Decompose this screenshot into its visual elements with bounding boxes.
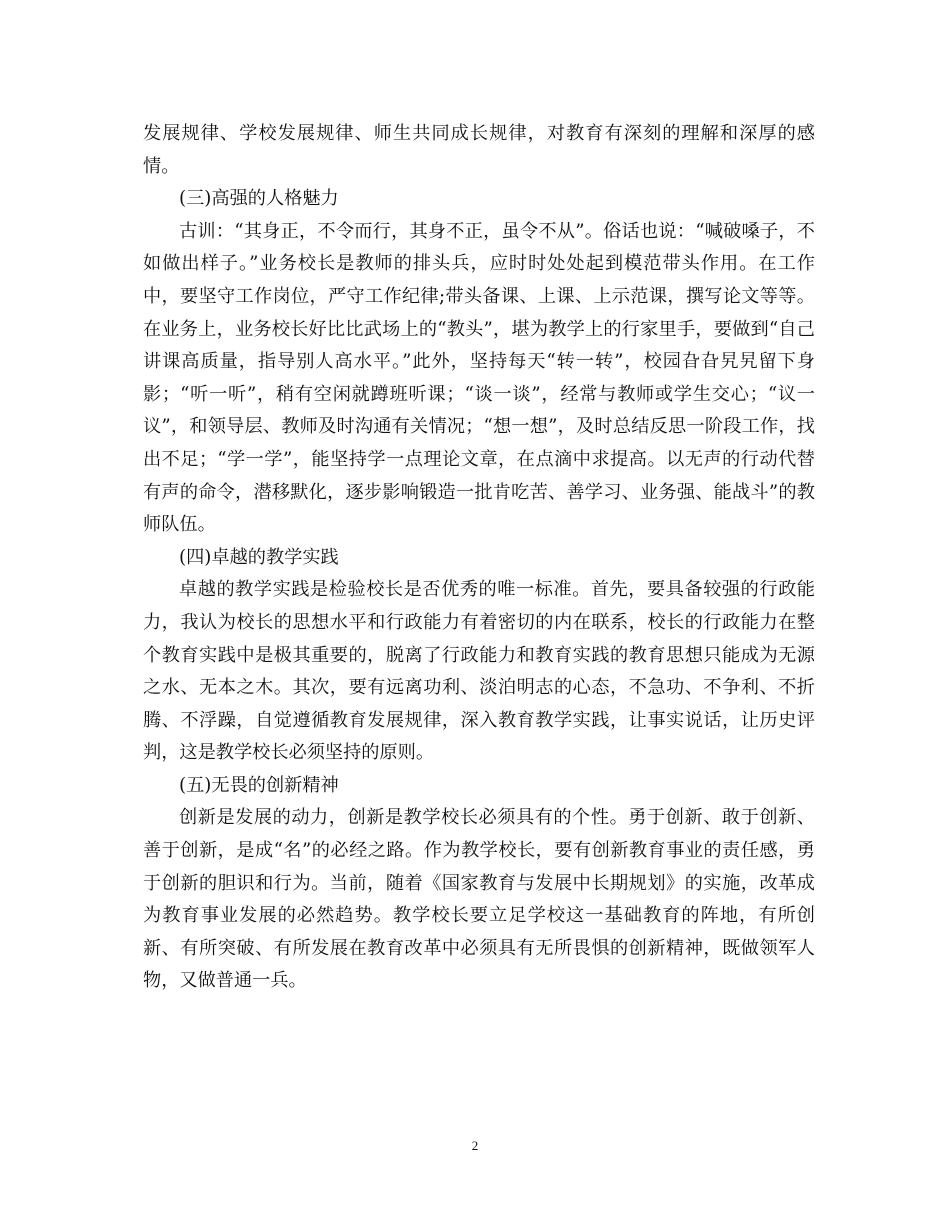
paragraph-intro-continuation: 发展规律、学校发展规律、师生共同成长规律，对教育有深刻的理解和深厚的感情。 — [143, 123, 815, 177]
paragraph-innovation-spirit: 创新是发展的动力，创新是教学校长必须具有的个性。勇于创新、敢于创新、善于创新，是成“名”的必经之路。作为教学校长，要有创新教育事业的责任感，勇于创新的胆识和行为。当前，随着《国家教育与发展中长期规划》的实施，改革成为教育事业发展的必然趋势。教学校长要立足学校这一基础教育的阵地，有所创新、有所突破、有所发展在教育改革中必须具有无所畏惧的创新精神，既做领军人物，又做普通一兵。 — [143, 807, 815, 992]
section-heading-5: (五)无畏的创新精神 — [179, 774, 339, 796]
paragraph-teaching-practice: 卓越的教学实践是检验校长是否优秀的唯一标准。首先，要具备较强的行政能力，我认为校长的思想水平和行政能力有着密切的内在联系，校长的行政能力在整个教育实践中是极其重要的，脱离了行政能力和教育实践的教育思想只能成为无源之水、无本之木。其次，要有远离功利、淡泊明志的心态，不急功、不争利、不折腾、不浮躁，自觉遵循教育发展规律，深入教育教学实践，让事实说话，让历史评判，这是教学校长必须坚持的原则。 — [143, 579, 815, 764]
section-heading-4: (四)卓越的教学实践 — [179, 546, 339, 568]
page-number: 2 — [471, 1138, 479, 1153]
section-heading-3: (三)高强的人格魅力 — [179, 188, 339, 210]
document-body — [143, 118, 815, 998]
paragraph-personal-charisma: 古训：“其身正，不令而行，其身不正，虽令不从”。俗话也说：“喊破嗓子，不如做出样子。”业务校长是教师的排头兵，应时时处处起到模范带头作用。在工作中，要坚守工作岗位，严守工作纪律;带头备课、上课、上示范课，撰写论文等等。在业务上，业务校长好比比武场上的“教头”，堪为教学上的行家里手，要做到“自己讲课高质量，指导别人高水平。”此外，坚持每天“转一转”，校园旮旮旯旯留下身影；“听一听”，稍有空闲就蹲班听课；“谈一谈”，经常与教师或学生交心；“议一议”，和领导层、教师及时沟通有关情况；“想一想”，及时总结反思一阶段工作，找出不足；“学一学”，能坚持学一点理论文章，在点滴中求提高。以无声的行动代替有声的命令，潜移默化，逐步影响锻造一批肯吃苦、善学习、业务强、能战斗”的教师队伍。 — [143, 220, 815, 536]
